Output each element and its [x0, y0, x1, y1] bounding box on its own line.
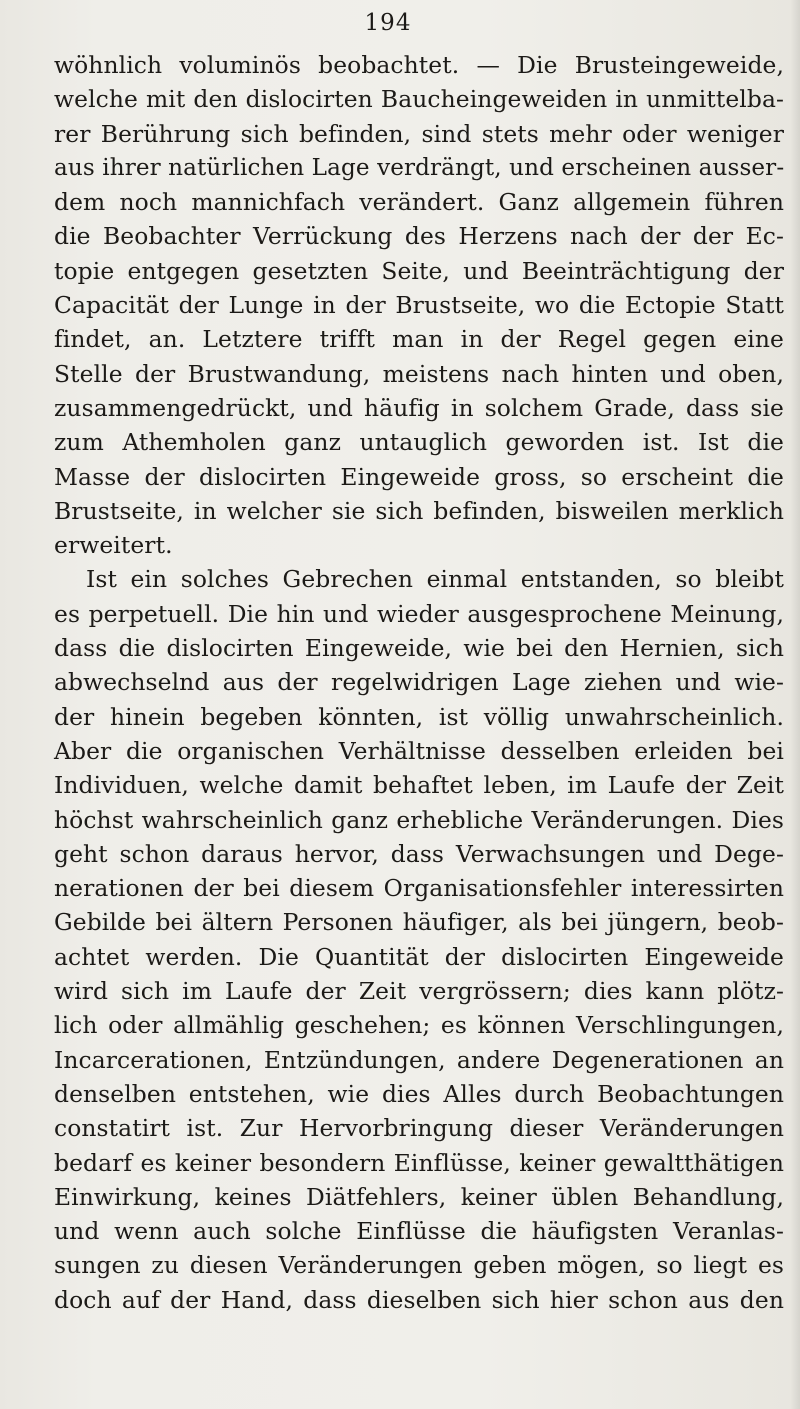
text-line: rer Berührung sich befinden, sind stets mehr oder weniger — [54, 119, 784, 148]
text-line: Aber die organischen Verhältnisse desselben erleiden bei — [54, 736, 784, 765]
page-number: 194 — [364, 10, 412, 36]
text-line: dass die dislocirten Eingeweide, wie bei den Hernien, sich — [54, 634, 784, 663]
text-line: Incarcerationen, Entzündungen, andere Degenerationen an — [54, 1045, 784, 1074]
text-line: Stelle der Brustwandung, meistens nach hinten und oben, — [54, 359, 784, 388]
text-line: nerationen der bei diesem Organisationsfehler interessirten — [54, 874, 784, 903]
text-line: Ist ein solches Gebrechen einmal entstanden, so bleibt — [86, 565, 784, 594]
text-line: lich oder allmählig geschehen; es können Verschlingungen, — [54, 1011, 784, 1040]
text-line: es perpetuell. Die hin und wieder ausgesprochene Meinung, — [54, 599, 784, 628]
text-line: geht schon daraus hervor, dass Verwachsungen und Dege- — [54, 839, 784, 868]
text-line: dem noch mannichfach verändert. Ganz allgemein führen — [54, 188, 784, 217]
text-line: Brustseite, in welcher sie sich befinden, bisweilen merklich — [54, 496, 784, 525]
text-line: topie entgegen gesetzten Seite, und Beeinträchtigung der — [54, 256, 784, 285]
text-line: doch auf der Hand, dass dieselben sich hier schon aus den — [54, 1285, 784, 1314]
text-line: sungen zu diesen Veränderungen geben mögen, so liegt es — [54, 1251, 784, 1280]
text-line: zusammengedrückt, und häufig in solchem Grade, dass sie — [54, 393, 784, 422]
body-text — [54, 48, 784, 1317]
text-line: die Beobachter Verrückung des Herzens nach der der Ec- — [54, 222, 784, 251]
text-line: constatirt ist. Zur Hervorbringung dieser Veränderungen — [54, 1114, 784, 1143]
text-line: achtet werden. Die Quantität der dislocirten Eingeweide — [54, 942, 784, 971]
text-line: Capacität der Lunge in der Brustseite, wo die Ectopie Statt — [54, 291, 784, 320]
text-line: und wenn auch solche Einflüsse die häufigsten Veranlas- — [54, 1217, 784, 1246]
text-line: wird sich im Laufe der Zeit vergrössern; dies kann plötz- — [54, 977, 784, 1006]
text-line: Individuen, welche damit behaftet leben, im Laufe der Zeit — [54, 771, 784, 800]
text-line: denselben entstehen, wie dies Alles durch Beobachtungen — [54, 1079, 784, 1108]
text-line: abwechselnd aus der regelwidrigen Lage ziehen und wie- — [54, 668, 784, 697]
text-line: aus ihrer natürlichen Lage verdrängt, und erscheinen ausser- — [54, 154, 785, 181]
text-line: zum Athemholen ganz untauglich geworden ist. Ist die — [54, 428, 784, 457]
text-line: höchst wahrscheinlich ganz erhebliche Veränderungen. Dies — [54, 805, 784, 834]
text-line: erweitert. — [54, 531, 173, 560]
text-line: bedarf es keiner besondern Einflüsse, keiner gewaltthätigen — [54, 1148, 784, 1177]
text-line: welche mit den dislocirten Baucheingeweiden in unmittelba- — [54, 85, 784, 114]
text-line: der hinein begeben könnten, ist völlig unwahrscheinlich. — [54, 702, 784, 731]
text-line: Einwirkung, keines Diätfehlers, keiner üblen Behandlung, — [54, 1182, 784, 1211]
text-line: wöhnlich voluminös beobachtet. — Die Brusteingeweide, — [54, 51, 784, 79]
text-line: Gebilde bei ältern Personen häufiger, als bei jüngern, beob- — [54, 908, 784, 937]
page-edge-shadow — [790, 0, 800, 1409]
text-line: Masse der dislocirten Eingeweide gross, so erscheint die — [54, 462, 784, 491]
text-line: findet, an. Letztere trifft man in der Regel gegen eine — [54, 325, 784, 354]
